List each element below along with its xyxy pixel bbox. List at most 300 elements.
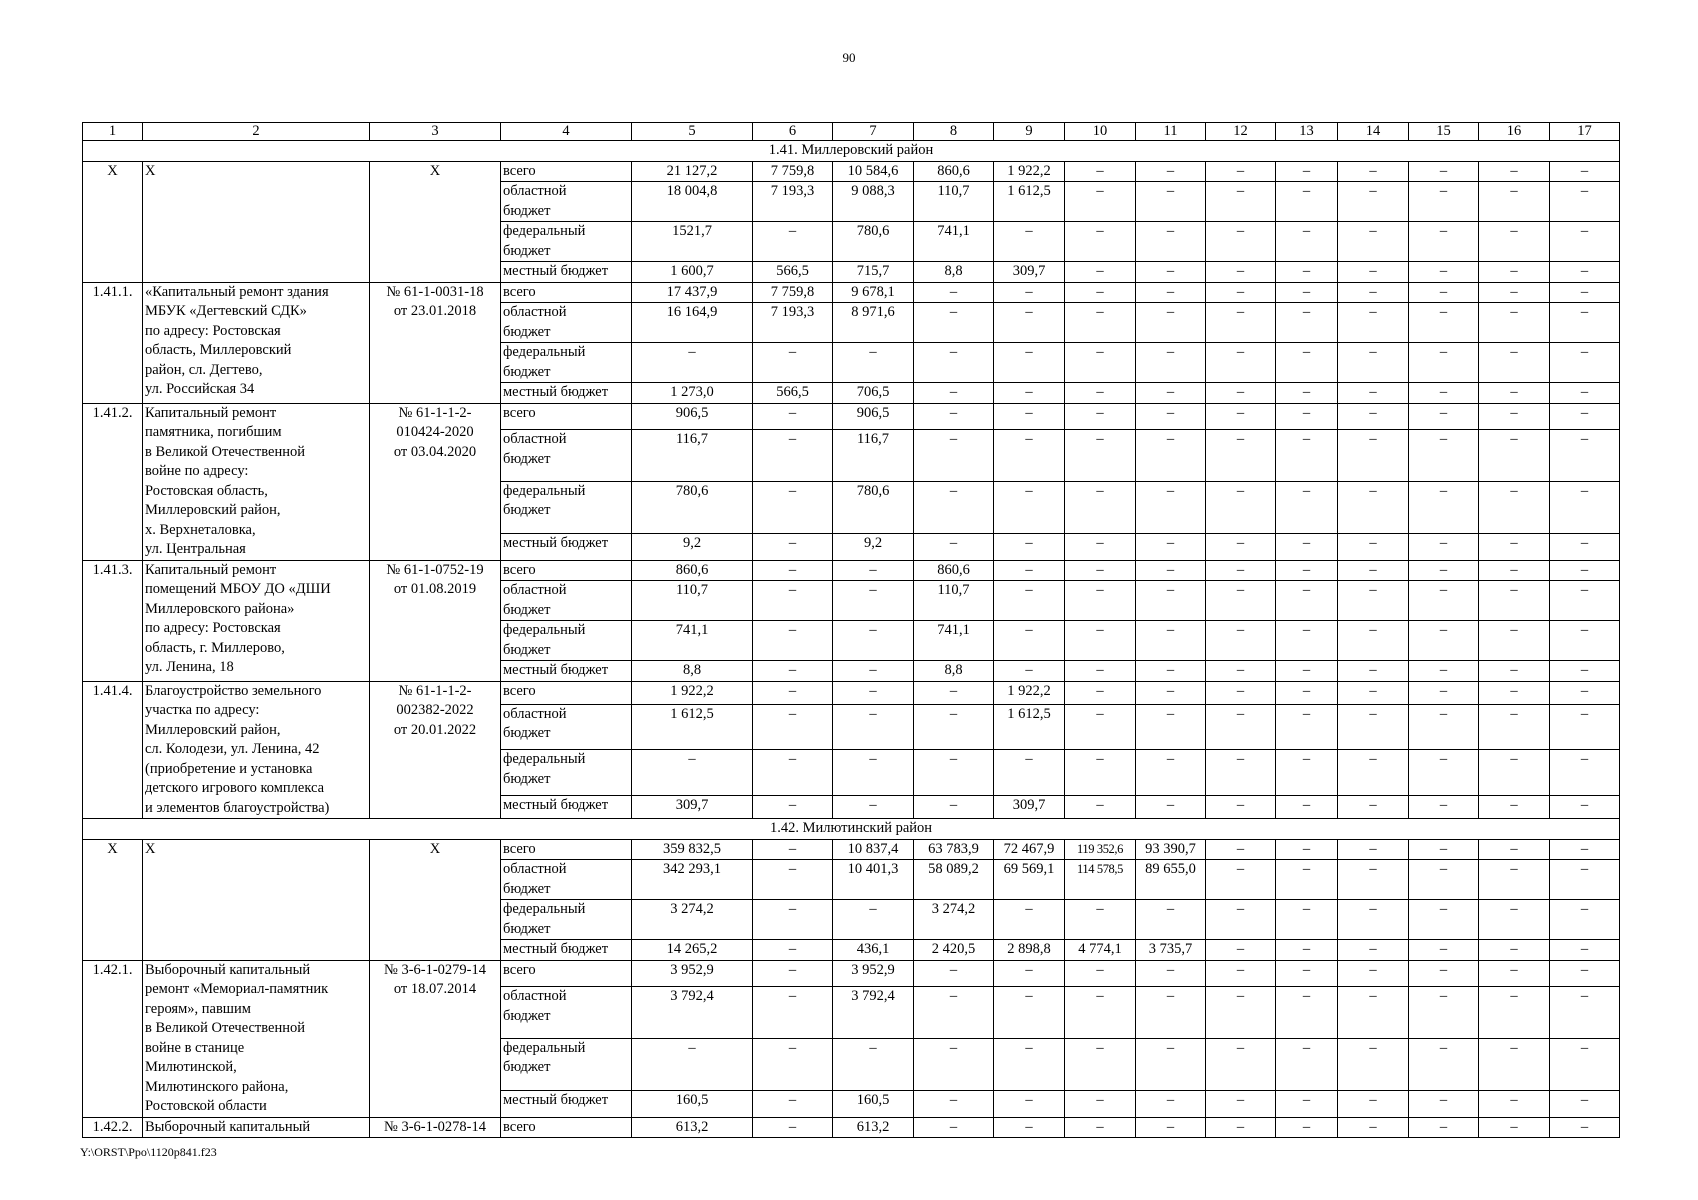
amount-cell: 1 612,5	[994, 704, 1065, 749]
amount-cell: –	[1479, 960, 1550, 987]
funding-source-label: местный бюджет	[501, 940, 632, 961]
amount-cell: –	[1206, 1038, 1276, 1090]
amount-cell: –	[1276, 681, 1338, 704]
amount-cell: –	[632, 1038, 753, 1090]
amount-cell: –	[1338, 621, 1409, 661]
amount-cell: 1 612,5	[994, 182, 1065, 222]
amount-cell: –	[1409, 282, 1479, 303]
amount-cell: 3 274,2	[914, 900, 994, 940]
amount-cell: –	[914, 987, 994, 1039]
amount-cell: –	[1550, 661, 1620, 682]
amount-cell: –	[1338, 704, 1409, 749]
amount-cell: –	[994, 960, 1065, 987]
amount-cell: –	[753, 343, 833, 383]
amount-cell: –	[1479, 533, 1550, 560]
amount-cell: –	[1136, 1117, 1206, 1138]
amount-cell: 741,1	[914, 222, 994, 262]
funding-source-label: федеральный бюджет	[501, 750, 632, 795]
amount-cell: –	[1136, 481, 1206, 533]
amount-cell: –	[1338, 383, 1409, 404]
document-number: № 3-6-1-0278-14	[370, 1117, 501, 1138]
amount-cell: –	[914, 750, 994, 795]
object-name: Выборочный капитальный ремонт «Мемориал-памятник героям», павшим в Великой Отечественной войне в станице Милютинской, Милютинского района, Ростовской области	[143, 960, 370, 1117]
amount-cell: –	[914, 383, 994, 404]
amount-cell: –	[1276, 621, 1338, 661]
amount-cell: –	[1136, 533, 1206, 560]
amount-cell: –	[1206, 481, 1276, 533]
amount-cell: –	[914, 303, 994, 343]
amount-cell: –	[753, 940, 833, 961]
amount-cell: –	[1276, 1090, 1338, 1117]
amount-cell: –	[1136, 182, 1206, 222]
amount-cell: –	[753, 430, 833, 482]
funding-source-label: областной бюджет	[501, 303, 632, 343]
amount-cell: 566,5	[753, 262, 833, 283]
amount-cell: –	[1550, 533, 1620, 560]
amount-cell: –	[994, 282, 1065, 303]
table-row	[83, 282, 1620, 303]
amount-cell: –	[1065, 303, 1136, 343]
amount-cell: –	[1065, 430, 1136, 482]
amount-cell: –	[753, 621, 833, 661]
amount-cell: –	[994, 581, 1065, 621]
amount-cell: –	[833, 900, 914, 940]
amount-cell: 706,5	[833, 383, 914, 404]
amount-cell: 3 274,2	[632, 900, 753, 940]
amount-cell: –	[1338, 533, 1409, 560]
column-number-header: 17	[1550, 123, 1620, 141]
amount-cell: –	[1338, 430, 1409, 482]
table-row	[83, 161, 1620, 182]
amount-cell: 359 832,5	[632, 839, 753, 860]
amount-cell: 119 352,6	[1065, 839, 1136, 860]
amount-cell: 860,6	[914, 560, 994, 581]
amount-cell: –	[1206, 343, 1276, 383]
amount-cell: –	[1409, 303, 1479, 343]
funding-source-label: местный бюджет	[501, 383, 632, 404]
amount-cell: –	[753, 750, 833, 795]
amount-cell: –	[1479, 704, 1550, 749]
amount-cell: 741,1	[914, 621, 994, 661]
amount-cell: 9 088,3	[833, 182, 914, 222]
amount-cell: 780,6	[632, 481, 753, 533]
amount-cell: –	[1065, 581, 1136, 621]
amount-cell: –	[994, 533, 1065, 560]
funding-source-label: всего	[501, 960, 632, 987]
funding-source-label: местный бюджет	[501, 262, 632, 283]
amount-cell: 436,1	[833, 940, 914, 961]
amount-cell: –	[1276, 533, 1338, 560]
amount-cell: 9,2	[632, 533, 753, 560]
funding-source-label: всего	[501, 282, 632, 303]
amount-cell: –	[1136, 303, 1206, 343]
amount-cell: 613,2	[833, 1117, 914, 1138]
item-number: 1.41.3.	[83, 560, 143, 681]
amount-cell: –	[1065, 1038, 1136, 1090]
amount-cell: –	[1479, 403, 1550, 430]
amount-cell: –	[1136, 750, 1206, 795]
amount-cell: 3 792,4	[632, 987, 753, 1039]
amount-cell: –	[632, 750, 753, 795]
amount-cell: –	[914, 1038, 994, 1090]
amount-cell: 4 774,1	[1065, 940, 1136, 961]
amount-cell: –	[1479, 343, 1550, 383]
amount-cell: –	[1409, 481, 1479, 533]
amount-cell: –	[1206, 161, 1276, 182]
amount-cell: –	[833, 581, 914, 621]
document-number: № 61-1-1-2- 010424-2020 от 03.04.2020	[370, 403, 501, 560]
amount-cell: –	[994, 1117, 1065, 1138]
amount-cell: 110,7	[632, 581, 753, 621]
funding-source-label: местный бюджет	[501, 1090, 632, 1117]
amount-cell: –	[1276, 940, 1338, 961]
amount-cell: –	[1338, 987, 1409, 1039]
amount-cell: –	[1550, 900, 1620, 940]
amount-cell: –	[1206, 383, 1276, 404]
amount-cell: –	[994, 900, 1065, 940]
amount-cell: 116,7	[632, 430, 753, 482]
amount-cell: –	[1479, 430, 1550, 482]
amount-cell: –	[833, 621, 914, 661]
amount-cell: –	[1206, 1117, 1276, 1138]
column-number-header: 10	[1065, 123, 1136, 141]
amount-cell: –	[1206, 303, 1276, 343]
amount-cell: –	[1206, 987, 1276, 1039]
amount-cell: –	[1550, 581, 1620, 621]
amount-cell: –	[1550, 987, 1620, 1039]
amount-cell: –	[1276, 1038, 1338, 1090]
amount-cell: –	[753, 704, 833, 749]
amount-cell: –	[1409, 987, 1479, 1039]
amount-cell: –	[1065, 1117, 1136, 1138]
amount-cell: –	[914, 795, 994, 818]
amount-cell: –	[753, 860, 833, 900]
amount-cell: –	[1065, 222, 1136, 262]
amount-cell: –	[1065, 960, 1136, 987]
amount-cell: –	[1136, 661, 1206, 682]
amount-cell: –	[914, 681, 994, 704]
amount-cell: –	[1409, 704, 1479, 749]
amount-cell: 741,1	[632, 621, 753, 661]
amount-cell: –	[1136, 383, 1206, 404]
amount-cell: –	[1276, 795, 1338, 818]
amount-cell: –	[1276, 343, 1338, 383]
amount-cell: –	[1206, 704, 1276, 749]
amount-cell: –	[1065, 262, 1136, 283]
amount-cell: –	[1136, 343, 1206, 383]
amount-cell: –	[1479, 383, 1550, 404]
amount-cell: –	[753, 403, 833, 430]
amount-cell: –	[994, 1090, 1065, 1117]
amount-cell: –	[1409, 960, 1479, 987]
amount-cell: 1 922,2	[994, 681, 1065, 704]
funding-source-label: местный бюджет	[501, 795, 632, 818]
amount-cell: –	[1065, 987, 1136, 1039]
column-number-header: 16	[1479, 123, 1550, 141]
amount-cell: –	[1276, 262, 1338, 283]
amount-cell: –	[1550, 681, 1620, 704]
amount-cell: –	[1065, 182, 1136, 222]
amount-cell: –	[1409, 581, 1479, 621]
amount-cell: 2 420,5	[914, 940, 994, 961]
amount-cell: 10 837,4	[833, 839, 914, 860]
amount-cell: 3 952,9	[632, 960, 753, 987]
amount-cell: 8,8	[914, 661, 994, 682]
amount-cell: –	[1409, 940, 1479, 961]
funding-source-label: федеральный бюджет	[501, 1038, 632, 1090]
amount-cell: –	[1136, 262, 1206, 283]
amount-cell: –	[994, 430, 1065, 482]
column-number-header: 12	[1206, 123, 1276, 141]
amount-cell: –	[1409, 1117, 1479, 1138]
amount-cell: –	[1409, 839, 1479, 860]
amount-cell: –	[914, 282, 994, 303]
amount-cell: –	[753, 1090, 833, 1117]
column-number-header-row	[83, 123, 1620, 141]
amount-cell: –	[1338, 560, 1409, 581]
amount-cell: 715,7	[833, 262, 914, 283]
item-number: 1.41.2.	[83, 403, 143, 560]
funding-source-label: федеральный бюджет	[501, 481, 632, 533]
table-row	[83, 839, 1620, 860]
amount-cell: –	[1276, 900, 1338, 940]
amount-cell: –	[1206, 182, 1276, 222]
amount-cell: 10 584,6	[833, 161, 914, 182]
amount-cell: –	[833, 560, 914, 581]
funding-source-label: всего	[501, 560, 632, 581]
amount-cell: –	[1065, 383, 1136, 404]
amount-cell: 9 678,1	[833, 282, 914, 303]
amount-cell: –	[1206, 403, 1276, 430]
amount-cell: –	[1338, 282, 1409, 303]
amount-cell: 72 467,9	[994, 839, 1065, 860]
funding-source-label: областной бюджет	[501, 704, 632, 749]
amount-cell: –	[1409, 403, 1479, 430]
amount-cell: –	[1136, 581, 1206, 621]
funding-source-label: федеральный бюджет	[501, 343, 632, 383]
column-number-header: 14	[1338, 123, 1409, 141]
amount-cell: 116,7	[833, 430, 914, 482]
amount-cell: –	[1206, 262, 1276, 283]
document-number: № 61-1-1-2- 002382-2022 от 20.01.2022	[370, 681, 501, 819]
amount-cell: –	[753, 661, 833, 682]
amount-cell: –	[1276, 839, 1338, 860]
amount-cell: –	[1550, 621, 1620, 661]
amount-cell: –	[1479, 481, 1550, 533]
amount-cell: –	[1206, 960, 1276, 987]
amount-cell: –	[1338, 161, 1409, 182]
amount-cell: –	[1338, 222, 1409, 262]
amount-cell: 2 898,8	[994, 940, 1065, 961]
amount-cell: –	[1479, 750, 1550, 795]
column-number-header: 6	[753, 123, 833, 141]
amount-cell: –	[1409, 182, 1479, 222]
object-name: Благоустройство земельного участка по адресу: Миллеровский район, сл. Колодези, ул. Ленина, 42 (приобретение и установка детского игрового комплекса и элементов благоустройства)	[143, 681, 370, 819]
column-number-header: 8	[914, 123, 994, 141]
amount-cell: –	[1479, 581, 1550, 621]
column-number-header: 13	[1276, 123, 1338, 141]
document-number: № 61-1-0031-18 от 23.01.2018	[370, 282, 501, 403]
amount-cell: 1 612,5	[632, 704, 753, 749]
column-number-header: 7	[833, 123, 914, 141]
amount-cell: –	[994, 560, 1065, 581]
amount-cell: –	[1409, 383, 1479, 404]
amount-cell: –	[1276, 161, 1338, 182]
amount-cell: –	[753, 560, 833, 581]
amount-cell: –	[1409, 621, 1479, 661]
amount-cell: –	[994, 1038, 1065, 1090]
amount-cell: –	[1479, 222, 1550, 262]
amount-cell: 3 735,7	[1136, 940, 1206, 961]
section-title: 1.41. Миллеровский район	[83, 141, 1620, 162]
amount-cell: 160,5	[632, 1090, 753, 1117]
amount-cell: –	[1206, 581, 1276, 621]
amount-cell: –	[1550, 303, 1620, 343]
amount-cell: –	[1338, 795, 1409, 818]
funding-source-label: местный бюджет	[501, 661, 632, 682]
amount-cell: –	[1136, 161, 1206, 182]
section-title: 1.42. Милютинский район	[83, 819, 1620, 840]
amount-cell: –	[1550, 222, 1620, 262]
amount-cell: –	[1409, 1090, 1479, 1117]
amount-cell: –	[1206, 900, 1276, 940]
funding-source-label: областной бюджет	[501, 182, 632, 222]
amount-cell: –	[1479, 182, 1550, 222]
amount-cell: –	[1550, 262, 1620, 283]
object-name: Капитальный ремонт памятника, погибшим в Великой Отечественной войне по адресу: Ростовская область, Миллеровский район, х. Верхнеталовка, ул. Центральная	[143, 403, 370, 560]
column-number-header: 5	[632, 123, 753, 141]
amount-cell: –	[1065, 1090, 1136, 1117]
amount-cell: –	[1550, 960, 1620, 987]
amount-cell: –	[1206, 430, 1276, 482]
amount-cell: 18 004,8	[632, 182, 753, 222]
table-row	[83, 403, 1620, 430]
funding-source-label: всего	[501, 403, 632, 430]
amount-cell: 14 265,2	[632, 940, 753, 961]
amount-cell: –	[1338, 661, 1409, 682]
funding-source-label: всего	[501, 161, 632, 182]
amount-cell: –	[833, 704, 914, 749]
amount-cell: –	[753, 900, 833, 940]
amount-cell: –	[1338, 182, 1409, 222]
amount-cell: –	[1065, 900, 1136, 940]
amount-cell: 780,6	[833, 222, 914, 262]
amount-cell: –	[1206, 560, 1276, 581]
amount-cell: –	[914, 960, 994, 987]
amount-cell: –	[1338, 960, 1409, 987]
item-number: Х	[83, 839, 143, 960]
amount-cell: –	[1065, 343, 1136, 383]
amount-cell: 7 759,8	[753, 282, 833, 303]
amount-cell: –	[1550, 750, 1620, 795]
amount-cell: –	[1409, 900, 1479, 940]
amount-cell: –	[753, 795, 833, 818]
item-number: Х	[83, 161, 143, 282]
amount-cell: –	[1276, 560, 1338, 581]
amount-cell: –	[1065, 661, 1136, 682]
item-number: 1.42.2.	[83, 1117, 143, 1138]
amount-cell: –	[1550, 560, 1620, 581]
object-name: Х	[143, 839, 370, 960]
amount-cell: –	[1206, 282, 1276, 303]
amount-cell: –	[753, 1117, 833, 1138]
amount-cell: 110,7	[914, 182, 994, 222]
amount-cell: –	[994, 343, 1065, 383]
amount-cell: 7 193,3	[753, 303, 833, 343]
amount-cell: –	[914, 343, 994, 383]
page-number: 90	[842, 50, 856, 65]
amount-cell: –	[1479, 262, 1550, 283]
amount-cell: –	[1065, 750, 1136, 795]
amount-cell: –	[1136, 704, 1206, 749]
document-number: Х	[370, 161, 501, 282]
amount-cell: –	[1276, 182, 1338, 222]
amount-cell: 160,5	[833, 1090, 914, 1117]
amount-cell: –	[753, 533, 833, 560]
amount-cell: –	[753, 839, 833, 860]
amount-cell: –	[1206, 661, 1276, 682]
column-number-header: 3	[370, 123, 501, 141]
funding-source-label: областной бюджет	[501, 860, 632, 900]
amount-cell: –	[1479, 303, 1550, 343]
amount-cell: –	[1550, 860, 1620, 900]
column-number-header: 2	[143, 123, 370, 141]
amount-cell: 63 783,9	[914, 839, 994, 860]
object-name: Капитальный ремонт помещений МБОУ ДО «ДШИ Миллеровского района» по адресу: Ростовская область, г. Миллерово, ул. Ленина, 18	[143, 560, 370, 681]
amount-cell: 860,6	[632, 560, 753, 581]
funding-source-label: всего	[501, 839, 632, 860]
item-number: 1.41.1.	[83, 282, 143, 403]
amount-cell: 342 293,1	[632, 860, 753, 900]
amount-cell: –	[1550, 940, 1620, 961]
funding-source-label: федеральный бюджет	[501, 900, 632, 940]
amount-cell: –	[994, 403, 1065, 430]
amount-cell: 16 164,9	[632, 303, 753, 343]
amount-cell: –	[1550, 1038, 1620, 1090]
amount-cell: –	[1136, 560, 1206, 581]
document-number: Х	[370, 839, 501, 960]
amount-cell: 7 759,8	[753, 161, 833, 182]
amount-cell: –	[1550, 481, 1620, 533]
amount-cell: –	[833, 343, 914, 383]
amount-cell: –	[1276, 1117, 1338, 1138]
amount-cell: –	[1479, 900, 1550, 940]
amount-cell: –	[1409, 750, 1479, 795]
amount-cell: 3 952,9	[833, 960, 914, 987]
amount-cell: –	[1206, 750, 1276, 795]
amount-cell: –	[1479, 621, 1550, 661]
amount-cell: 309,7	[994, 262, 1065, 283]
funding-source-label: федеральный бюджет	[501, 621, 632, 661]
amount-cell: –	[1136, 795, 1206, 818]
table-row	[83, 1117, 1620, 1138]
amount-cell: –	[1276, 481, 1338, 533]
amount-cell: 860,6	[914, 161, 994, 182]
amount-cell: –	[1338, 860, 1409, 900]
amount-cell: –	[1276, 303, 1338, 343]
amount-cell: –	[1409, 681, 1479, 704]
amount-cell: –	[1276, 960, 1338, 987]
amount-cell: –	[1338, 1038, 1409, 1090]
amount-cell: –	[1206, 940, 1276, 961]
funding-source-label: всего	[501, 681, 632, 704]
amount-cell: 613,2	[632, 1117, 753, 1138]
amount-cell: –	[1550, 1117, 1620, 1138]
amount-cell: –	[632, 343, 753, 383]
amount-cell: 8,8	[632, 661, 753, 682]
footer-file-path: Y:\ORST\Ppo\1120p841.f23	[80, 1145, 217, 1159]
amount-cell: –	[1276, 222, 1338, 262]
